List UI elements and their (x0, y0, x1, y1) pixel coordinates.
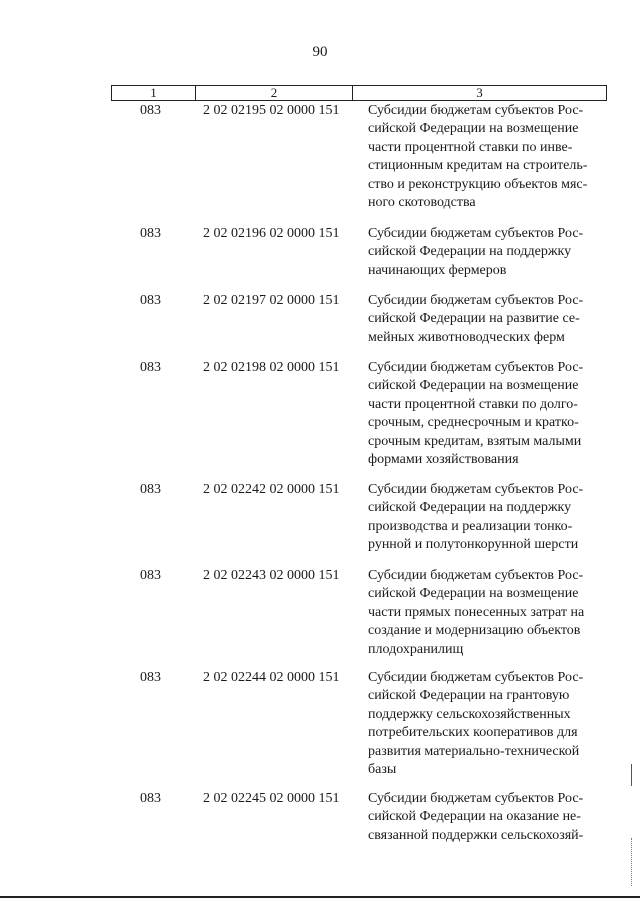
description-line: ство и реконструкцию объектов мяс- (368, 176, 588, 192)
description-line: Субсидии бюджетам субъектов Рос- (368, 791, 584, 806)
description (368, 102, 608, 212)
description-line: срочным кредитам, взятым малыми (368, 433, 582, 449)
table-header (111, 85, 607, 101)
bottom-rule (0, 896, 640, 898)
description-line: сийской Федерации на поддержку (368, 500, 572, 516)
description (368, 790, 608, 845)
description-line: базы (368, 762, 397, 778)
description-line: сийской Федерации на возмещение (368, 378, 579, 394)
description-line: части процентной ставки по инве- (368, 139, 573, 155)
description (368, 481, 608, 555)
description-line: начинающих фермеров (368, 262, 507, 278)
description-line: плодохранилищ (368, 641, 464, 657)
description-line: Субсидии бюджетам субъектов Рос- (368, 670, 584, 685)
description (368, 567, 608, 659)
description-line: ного скотоводства (368, 195, 476, 211)
description-line: формами хозяйствования (368, 452, 519, 468)
description-line: Субсидии бюджетам субъектов Рос- (368, 568, 584, 583)
budget-code: 2 02 02195 02 0000 151 (203, 103, 340, 118)
description-line: развития материально-технической (368, 743, 580, 759)
description (368, 359, 608, 469)
header-col-2: 2 (196, 86, 353, 100)
description-line: сийской Федерации на оказание не- (368, 809, 581, 825)
budget-code: 2 02 02244 02 0000 151 (203, 670, 340, 685)
budget-code: 2 02 02245 02 0000 151 (203, 791, 340, 806)
description-line: сийской Федерации на развитие се- (368, 311, 580, 327)
admin-code: 083 (140, 568, 161, 583)
description-line: производства и реализации тонко- (368, 518, 573, 534)
description (368, 669, 608, 779)
admin-code: 083 (140, 226, 161, 241)
description-line: Субсидии бюджетам субъектов Рос- (368, 103, 584, 118)
admin-code: 083 (140, 670, 161, 685)
description-line: рунной и полутонкорунной шерсти (368, 537, 579, 553)
admin-code: 083 (140, 293, 161, 308)
scan-edge-dots (631, 838, 633, 886)
description-line: связанной поддержки сельскохозяй- (368, 827, 584, 843)
budget-code: 2 02 02198 02 0000 151 (203, 360, 340, 375)
budget-code: 2 02 02197 02 0000 151 (203, 293, 340, 308)
description-line: Субсидии бюджетам субъектов Рос- (368, 226, 584, 241)
description (368, 292, 608, 347)
description-line: создание и модернизацию объектов (368, 623, 581, 639)
budget-code: 2 02 02242 02 0000 151 (203, 482, 340, 497)
scan-edge-mark (631, 764, 632, 786)
description-line: стиционным кредитам на строитель- (368, 158, 588, 174)
description-line: поддержку сельскохозяйственных (368, 706, 571, 722)
admin-code: 083 (140, 791, 161, 806)
description-line: мейных животноводческих ферм (368, 329, 565, 345)
description-line: сийской Федерации на поддержку (368, 244, 572, 260)
budget-code: 2 02 02196 02 0000 151 (203, 226, 340, 241)
description-line: Субсидии бюджетам субъектов Рос- (368, 482, 584, 497)
description (368, 225, 608, 280)
page-number: 90 (312, 44, 328, 60)
description-line: части процентной ставки по долго- (368, 396, 578, 412)
description-line: Субсидии бюджетам субъектов Рос- (368, 293, 584, 308)
header-col-1: 1 (112, 86, 196, 100)
description-line: Субсидии бюджетам субъектов Рос- (368, 360, 584, 375)
header-col-3: 3 (476, 85, 483, 100)
description-line: части прямых понесенных затрат на (368, 604, 585, 620)
admin-code: 083 (140, 103, 161, 118)
description-line: потребительских кооперативов для (368, 725, 578, 741)
description-line: сийской Федерации на возмещение (368, 121, 579, 137)
description-line: сийской Федерации на грантовую (368, 688, 570, 704)
description-line: срочным, среднесрочным и кратко- (368, 415, 579, 431)
admin-code: 083 (140, 482, 161, 497)
description-line: сийской Федерации на возмещение (368, 586, 579, 602)
admin-code: 083 (140, 360, 161, 375)
budget-code: 2 02 02243 02 0000 151 (203, 568, 340, 583)
